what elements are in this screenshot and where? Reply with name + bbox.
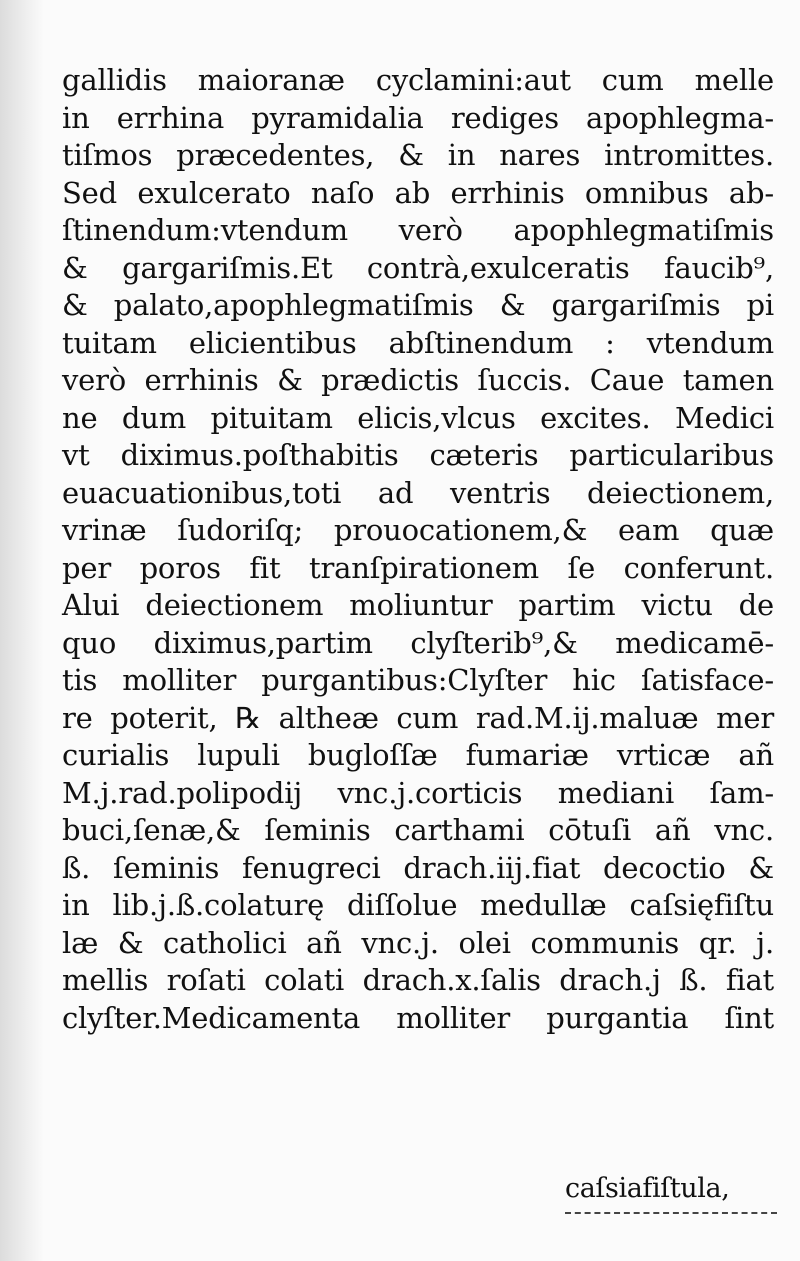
text-line: vrinæ ſudoriſq; prouocationem,& eam quæ: [62, 513, 774, 547]
text-line: gallidis maioranæ cyclamini:aut cum melle: [62, 63, 774, 97]
text-line: & gargariſmis.Et contrà,exulceratis faucib⁹,: [62, 250, 774, 285]
text-line: læ & catholici añ vnc.j. olei communis qr. j.: [62, 925, 774, 960]
text-line: ne dum pituitam elicis,vlcus excites. Medici: [62, 400, 774, 435]
text-line: & palato,apophlegmatiſmis & gargariſmis pi: [62, 288, 774, 322]
catchword: caſsiafiſtula,: [565, 1173, 730, 1204]
body-text: [62, 62, 774, 1037]
catchword-underline: [565, 1212, 777, 1214]
text-line: tuitam elicientibus abſtinendum : vtendum: [62, 325, 774, 360]
text-line: Sed exulcerato naſo ab errhinis omnibus ab-: [62, 175, 774, 210]
text-line: clyſter.Medicamenta molliter purgantia ſint: [62, 1000, 774, 1035]
text-line: re poterit, ℞ altheæ cum rad.M.ij.maluæ mer: [62, 700, 774, 735]
text-line: Alui deiectionem moliuntur partim victu de: [62, 588, 774, 622]
text-line: mellis roſati colati drach.x.ſalis drach.j ß. fiat: [62, 963, 774, 997]
text-line: verò errhinis & prædictis ſuccis. Caue tamen: [62, 363, 774, 397]
text-line: buci,ſenæ,& ſeminis carthami cōtuſi añ vnc.: [62, 813, 774, 847]
text-line: vt diximus.poſthabitis cæteris particularibus: [62, 438, 774, 472]
page-gutter-shadow: [0, 0, 44, 1261]
text-line: curialis lupuli bugloſſæ fumariæ vrticæ añ: [62, 738, 774, 772]
text-line: quo diximus,partim clyſterib⁹,& medicamē-: [62, 625, 774, 660]
text-line: tis molliter purgantibus:Clyſter hic ſatisface-: [62, 663, 774, 697]
text-line: euacuationibus,toti ad ventris deiectionem,: [62, 475, 774, 510]
text-line: M.j.rad.polipodij vnc.j.corticis mediani ſam-: [62, 775, 774, 810]
text-line: per poros fit tranſpirationem ſe conferunt.: [62, 550, 774, 585]
text-line: in lib.j.ß.colaturę diſſolue medullæ caſsięfiſtu: [62, 888, 774, 922]
text-line: tiſmos præcedentes, & in nares intromittes.: [62, 138, 774, 172]
text-line: in errhina pyramidalia rediges apophlegma-: [62, 100, 774, 135]
text-line: ß. ſeminis fenugreci drach.iij.fiat decoctio &: [62, 850, 774, 885]
text-line: ſtinendum:vtendum verò apophlegmatiſmis: [62, 213, 774, 247]
